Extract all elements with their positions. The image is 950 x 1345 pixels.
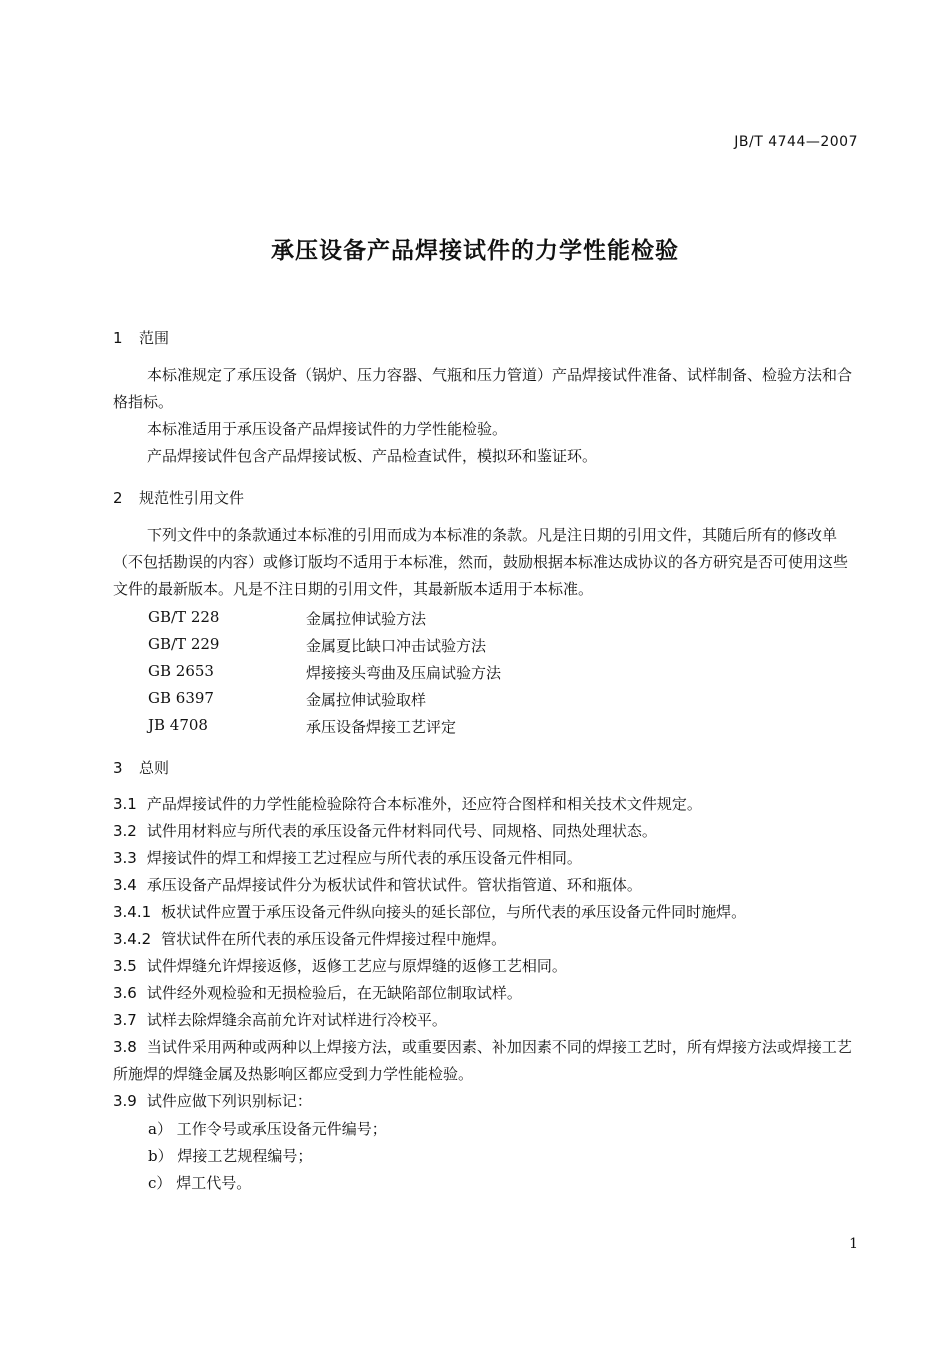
list-item [148, 1118, 387, 1139]
clause-number: 3.6 [113, 984, 137, 1002]
paragraph: 本标准适用于承压设备产品焊接试件的力学性能检验。 [147, 420, 508, 438]
reference-title: 金属夏比缺口冲击试验方法 [306, 637, 487, 655]
clause [113, 1007, 853, 1034]
clause-text: 承压设备产品焊接试件分为板状试件和管状试件。管状指管道、环和瓶体。 [146, 876, 642, 894]
paragraph: 本标准规定了承压设备（锅炉、压力容器、气瓶和压力管道）产品焊接试件准备、试样制备、检验方法和合格指标。 [113, 366, 853, 411]
clause-text: 试件应做下列识别标记： [146, 1092, 312, 1110]
reference-code: GB/T 229 [148, 635, 220, 653]
clause-number: 3.5 [113, 957, 137, 975]
clause [113, 791, 853, 818]
standard-number: JB/T 4744—2007 [734, 134, 858, 150]
clause-number: 3.7 [113, 1011, 137, 1029]
clause-number: 3.8 [113, 1038, 137, 1056]
clause-text: 试件焊缝允许焊接返修，返修工艺应与原焊缝的返修工艺相同。 [146, 957, 567, 975]
clause-text: 试件用材料应与所代表的承压设备元件材料同代号、同规格、同热处理状态。 [146, 822, 657, 840]
clause [113, 926, 853, 953]
clause-number: 3.4.2 [113, 930, 152, 948]
list-item-text: 工作令号或承压设备元件编号； [176, 1120, 387, 1138]
clause [113, 1088, 853, 1115]
clause-text: 板状试件应置于承压设备元件纵向接头的延长部位，与所代表的承压设备元件同时施焊。 [161, 903, 747, 921]
section-title: 范围 [139, 329, 170, 347]
reference-code: GB 6397 [148, 689, 214, 707]
clause [113, 899, 853, 926]
clause-text: 管状试件在所代表的承压设备元件焊接过程中施焊。 [161, 930, 507, 948]
clause [113, 980, 853, 1007]
list-item-text: 焊接工艺规程编号； [177, 1147, 313, 1165]
reference-title: 金属拉伸试验方法 [306, 610, 427, 628]
clause-text: 当试件采用两种或两种以上焊接方法，或重要因素、补加因素不同的焊接工艺时，所有焊接方法或焊接工艺所施焊的焊缝金属及热影响区都应受到力学性能检验。 [113, 1038, 852, 1083]
reference-title: 承压设备焊接工艺评定 [306, 718, 457, 736]
section-heading-3 [113, 757, 169, 778]
paragraph: 产品焊接试件包含产品焊接试板、产品检查试件，模拟环和鉴证环。 [147, 447, 598, 465]
section-title: 规范性引用文件 [139, 489, 245, 507]
clause-text: 试样去除焊缝余高前允许对试样进行冷校平。 [146, 1011, 447, 1029]
clause-number: 3.4 [113, 876, 137, 894]
reference-code: GB/T 228 [148, 608, 220, 626]
section-title: 总则 [139, 759, 170, 777]
list-item-label: a） [148, 1120, 172, 1138]
clause-number: 3.2 [113, 822, 137, 840]
clause [113, 953, 853, 980]
reference-title: 金属拉伸试验取样 [306, 691, 427, 709]
page-title: 承压设备产品焊接试件的力学性能检验 [271, 238, 679, 264]
clause-text: 试件经外观检验和无损检验后，在无缺陷部位制取试样。 [146, 984, 522, 1002]
reference-code: GB 2653 [148, 662, 214, 680]
clause-text: 产品焊接试件的力学性能检验除符合本标准外，还应符合图样和相关技术文件规定。 [146, 795, 702, 813]
list-item [148, 1145, 312, 1166]
section-number: 2 [113, 489, 123, 507]
list-item [148, 1172, 251, 1193]
list-item-text: 焊工代号。 [176, 1174, 252, 1192]
list-item-label: b） [148, 1147, 173, 1165]
clause-number: 3.4.1 [113, 903, 152, 921]
clause-text: 焊接试件的焊工和焊接工艺过程应与所代表的承压设备元件相同。 [146, 849, 582, 867]
reference-title: 焊接接头弯曲及压扁试验方法 [306, 664, 502, 682]
paragraph: 下列文件中的条款通过本标准的引用而成为本标准的条款。凡是注日期的引用文件，其随后所有的修改单（不包括勘误的内容）或修订版均不适用于本标准，然而，鼓励根据本标准达成协议的各方研究是否可使用这些文件的最新版本。凡是不注日期的引用文件，其最新版本适用于本标准。 [113, 526, 849, 598]
section-number: 1 [113, 329, 123, 347]
list-item-label: c） [148, 1174, 172, 1192]
clause [113, 1034, 853, 1088]
clause [113, 845, 853, 872]
page-number: 1 [849, 1236, 858, 1252]
section-heading-1 [113, 327, 169, 348]
reference-code: JB 4708 [148, 716, 208, 734]
section-heading-2 [113, 487, 244, 508]
clause-number: 3.3 [113, 849, 137, 867]
clause [113, 818, 853, 845]
clause-number: 3.9 [113, 1092, 137, 1110]
clause-number: 3.1 [113, 795, 137, 813]
clause [113, 872, 853, 899]
section-number: 3 [113, 759, 123, 777]
